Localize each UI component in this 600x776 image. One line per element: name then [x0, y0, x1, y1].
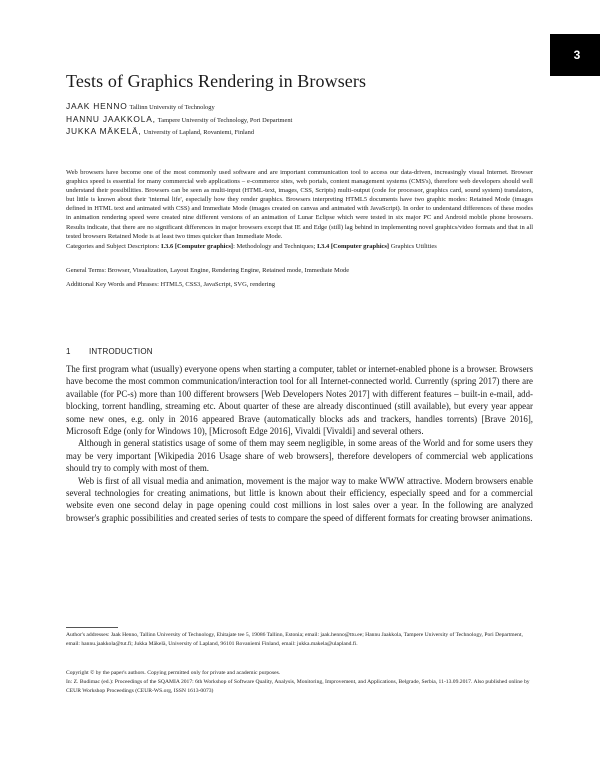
- author-affiliation: Tampere University of Technology, Pori Department: [157, 116, 293, 124]
- author-name: JAAK HENNO: [66, 101, 128, 111]
- author-entry: [66, 101, 292, 114]
- author-addresses-footnote: Author's addresses: Jaak Henno, Tallinn University of Technology, Ehitajate tee 5, 19086 Tallinn, Estonia; email: jaak.henno@ttu.ee; Hannu Jaakkola, Tampere University of Technology, Pori Department, email: hannu.jaakkola@tut.fi; Jukka Mäkelä, University of Lapland, 96101 Rovaniemi Finland, email: jukka.makela@ulapland.fi.: [66, 632, 523, 647]
- paragraph: Web is first of all visual media and animation, movement is the major way to make WWW attractive. Modern browsers enable several technologies for creating animations, but little is known about their efficiency, especially speed and for a commercial website even one second delay in page opening could cost millions in lost sales over a year. In the following are analyzed browser's graphic possibilities and created series of tests to compare the speed of different formats for creating browser animations.: [66, 475, 533, 523]
- general-terms: General Terms: Browser, Visualization, Layout Engine, Rendering Engine, Retained mode, Immediate Mode: [66, 267, 350, 274]
- copyright-footnote: Copyright © by the paper's authors. Copying permitted only for private and academic purposes.: [66, 670, 281, 676]
- page-number-tab: [550, 34, 600, 76]
- categories-descriptors: [66, 242, 533, 251]
- section-heading: [66, 347, 153, 356]
- footnote-divider: [66, 627, 118, 628]
- author-affiliation: University of Lapland, Rovaniemi, Finland: [143, 129, 255, 136]
- author-name: HANNU JAAKKOLA,: [66, 113, 156, 124]
- abstract: Web browsers have become one of the most commonly used software and are important communication tool to access our data-driven, increasingly visual Internet. Browser graphics speed is essential for many commercial web applications – e-commerce sites, web portals, content management systems (CMS's), therefore web developers should well understand their possibilities. Browsers can be seen as multi-input (HTML-text, images, CSS, Scripts) multi-output (code for processor, graphics card, sound system) translators, but little is known about their 'internal life', especially how they render graphics. Browsers interpreting HTML5 documents have two graphic modes: Retained Mode (images defined in HTML text and animated with CSS) and Immediate Mode (images created on canvas and animated with JavaScript). In order to understand differences of these modes in animation rendering speed were created nine different versions of an animation of Lunar Eclipse which were tested in six major PC and Android mobile phone browsers. Results indicate, that there are no significant differences in major browsers except that IE and Edge (still) lag behind in implementing novel graphics/video formats and that in all tested browsers Retained Mode is at least two times quicker than Immediate Mode.: [66, 169, 533, 240]
- paper-title: Tests of Graphics Rendering in Browsers: [66, 71, 367, 91]
- paragraph: The first program what (usually) everyone opens when starting a computer, tablet or internet-enabled phone is a browser. Browsers have become the most common communication/interaction tool for all Internet-connected world. Currently (spring 2017) there are available (for PC-s) more than 100 different browsers [Web Developers Notes 2017] with different features – built-in e-mail, add-blocking, torrent handling, streaming etc. About quarter of these are already discontinued (still available), but every year appear some new ones, e.g. only in 2016 appeared Brave (automatically blocks ads and trackers, handles torrents) [Brave 2016], Microsoft Edge (only for Windows 10), [Microsoft Edge 2016], Vivaldi [Vivaldi] and several others.: [66, 364, 533, 437]
- category-ref: I.3.6 [Computer graphics]: [160, 243, 234, 250]
- author-entry: [66, 114, 292, 127]
- author-affiliation: Tallinn University of Technology: [129, 104, 215, 111]
- paragraph: Although in general statistics usage of some of them may seem negligible, in some areas of the World and for some users they may be very important [Wikipedia 2016 Usage share of web browsers], therefore developers of commercial web applications should try to comply with most of them.: [66, 438, 533, 474]
- section-number: 1: [66, 347, 71, 356]
- category-text: : Methodology and Techniques;: [233, 243, 316, 250]
- author-list: [66, 101, 292, 139]
- body-text: [66, 363, 533, 524]
- page-number: 3: [573, 48, 581, 62]
- author-entry: [66, 126, 292, 139]
- section-title: INTRODUCTION: [89, 347, 153, 356]
- keywords: Additional Key Words and Phrases: HTML5, CSS3, JavaScript, SVG, rendering: [66, 281, 275, 288]
- categories-label: Categories and Subject Descriptors:: [66, 243, 160, 250]
- author-name: JUKKA MÄKELÄ,: [66, 126, 142, 136]
- category-text: Graphics Utilities: [390, 243, 437, 250]
- category-ref: I.3.4 [Computer graphics]: [316, 243, 390, 250]
- citation-footnote: In: Z. Budimac (ed.): Proceedings of the SQAMIA 2017: 6th Workshop of Software Quality, Analysis, Monitoring, Improvement, and Applications, Belgrade, Serbia, 11-13.09.2017. Also published online by CEUR Workshop Proceedings (CEUR-WS.org, ISSN 1613-0073): [66, 679, 530, 694]
